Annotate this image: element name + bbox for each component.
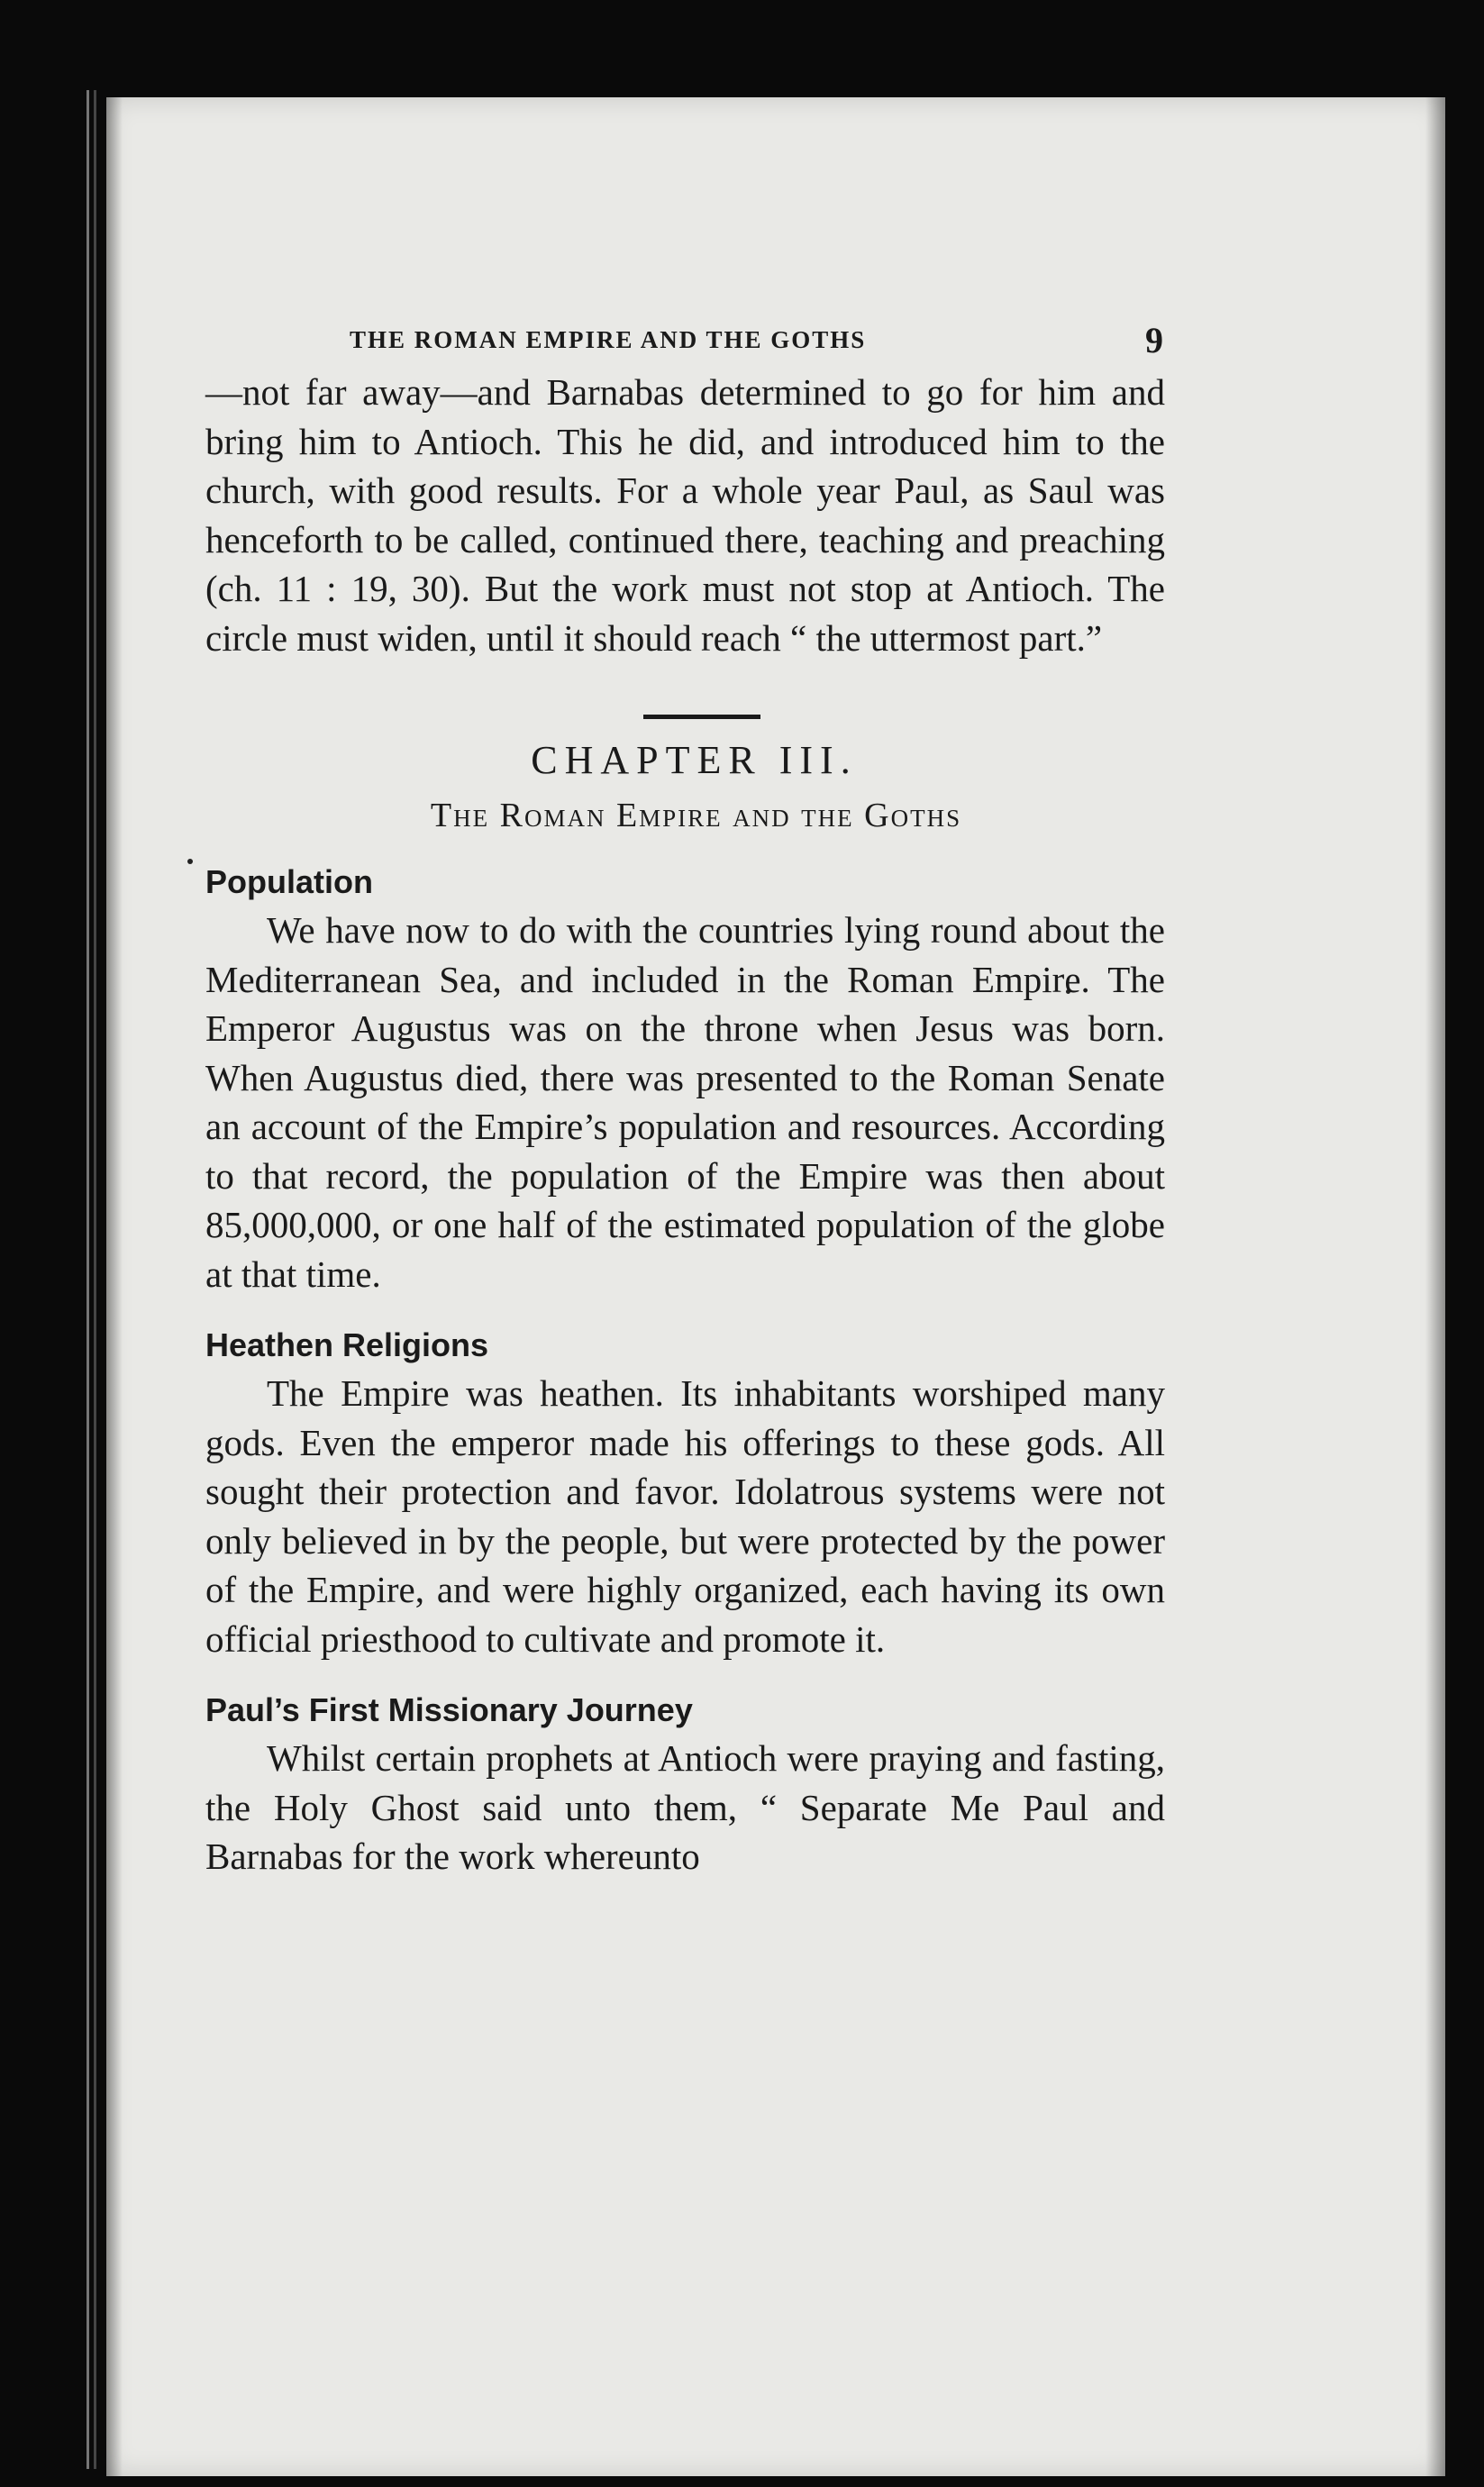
section-heading: Population [205, 863, 373, 900]
running-head [205, 314, 1165, 368]
paragraph: We have now to do with the countries lying round about the Mediterranean Sea, and included in the Roman Empire. The Emperor Augustus was on the throne when Jesus was born. When Augustus died, there was presented to the Roman Senate an account of the Empire’s population and resources. According to that record, the population of the Empire was then about 85,000,000, or one half of the estimated population of the globe at that time. [205, 909, 1165, 1295]
paragraph: —not far away—and Barnabas determined to go for him and bring him to Antioch. This he did, and introduced him to the church, with good results. For a whole year Paul, as Saul was henceforth to be called, continued there, teaching and preaching (ch. 11 : 19, 30). But the work must not stop at Antioch. The circle must widen, until it should reach “ the uttermost part.” [205, 371, 1165, 659]
chapter-title: The Roman Empire and the Goths [430, 797, 962, 834]
running-title: THE ROMAN EMPIRE AND THE GOTHS [350, 326, 867, 353]
paragraph: Whilst certain prophets at Antioch were praying and fasting, the Holy Ghost said unto them, “ Separate Me Paul and Barnabas for the work whereunto [205, 1737, 1165, 1877]
page-content [205, 314, 1165, 1881]
chapter-number: CHAPTER III. [531, 738, 858, 782]
page-number: 9 [1145, 320, 1165, 360]
page-right-shadow [1425, 97, 1445, 2476]
binding-line [94, 90, 96, 2469]
ink-speck [187, 859, 193, 864]
section-heading: Heathen Religions [205, 1326, 489, 1363]
paragraph: The Empire was heathen. Its inhabitants worshiped many gods. Even the emperor made his offerings to these gods. All sought their protection and favor. Idolatrous systems were not only believed in by the people, but were protected by the power of the Empire, and were highly organized, each having its own official priesthood to cultivate and promote it. [205, 1372, 1165, 1660]
chapter-divider [643, 715, 760, 719]
section-heading: Paul’s First Missionary Journey [205, 1691, 693, 1728]
binding-line [86, 90, 89, 2469]
page-left-shadow [106, 97, 123, 2476]
book-page [106, 97, 1445, 2476]
